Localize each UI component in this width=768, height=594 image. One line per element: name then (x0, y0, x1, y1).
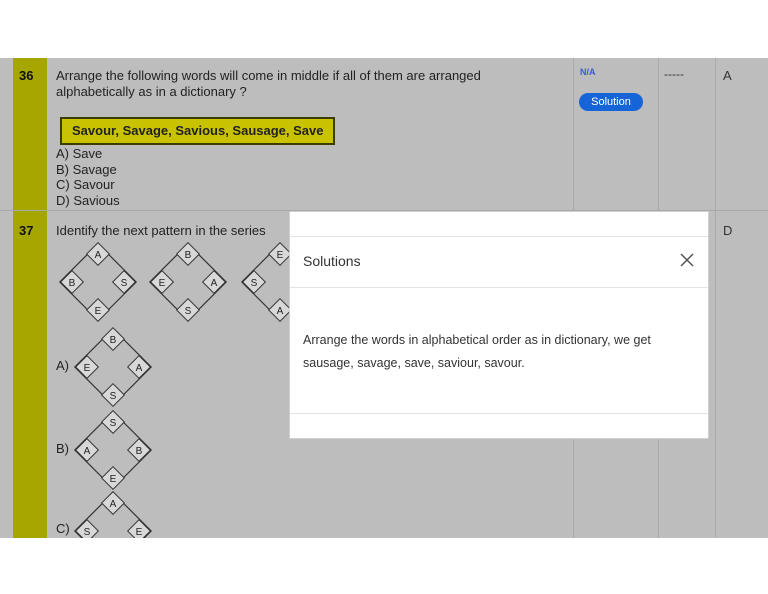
modal-footer-divider (290, 413, 708, 414)
question-text: Arrange the following words will come in middle if all of them are arranged alphabetically as in a dictionary ? (56, 68, 481, 99)
option-a-label: A) (56, 358, 69, 373)
column-divider (715, 211, 716, 538)
option-a: A) Save (56, 146, 103, 161)
question-number-cell (13, 211, 47, 538)
solution-button[interactable]: Solution (579, 93, 643, 111)
options-list (56, 146, 120, 208)
option-c: C) Savour (56, 177, 115, 192)
letter-right: B (135, 446, 143, 457)
option-b-label: B) (56, 441, 69, 456)
modal-body-text: Arrange the words in alphabetical order as in dictionary, we get sausage, savage, save, saviour, savour. (303, 333, 651, 370)
close-icon[interactable] (679, 252, 695, 268)
option-b: B) Savage (56, 161, 117, 177)
question-number: 36 (19, 68, 34, 83)
modal-header (290, 236, 708, 288)
letter-left: S (83, 527, 91, 538)
letter-bottom: E (94, 306, 102, 317)
letter-left: E (83, 363, 91, 374)
series-figure-2 (148, 242, 230, 322)
solutions-modal (289, 211, 709, 439)
letter-top: E (276, 250, 284, 261)
letter-bottom: A (276, 306, 284, 317)
letter-top: A (94, 250, 102, 261)
letter-left: A (83, 446, 91, 457)
letter-top: A (109, 499, 117, 510)
option-d: D) Savious (56, 192, 120, 208)
column-divider (715, 58, 716, 210)
option-b-figure (73, 410, 155, 490)
column-divider (573, 58, 574, 210)
question-number: 37 (19, 223, 34, 238)
letter-right: E (135, 527, 143, 538)
letter-top: S (109, 418, 117, 429)
correct-answer: D (723, 223, 733, 238)
letter-right: A (210, 278, 218, 289)
letter-right: S (120, 278, 128, 289)
series-figure-3 (240, 242, 290, 322)
highlighted-words: Savour, Savage, Savious, Sausage, Save (60, 117, 335, 145)
correct-answer: A (723, 68, 732, 83)
option-a-figure (73, 327, 155, 407)
letter-top: B (184, 250, 192, 261)
letter-bottom: S (184, 306, 192, 317)
series-figure-1 (58, 242, 140, 322)
letter-right: A (135, 363, 143, 374)
question-text: Identify the next pattern in the series (56, 223, 266, 238)
letter-left: B (68, 278, 76, 289)
letter-left: E (158, 278, 166, 289)
letter-bottom: E (109, 474, 117, 485)
option-c-figure (73, 491, 155, 538)
modal-title: Solutions (303, 253, 361, 269)
letter-left: S (250, 278, 258, 289)
option-c-label: C) (56, 521, 70, 536)
question-row-36 (0, 58, 768, 210)
time-taken: ----- (664, 67, 684, 81)
letter-bottom: S (109, 391, 117, 402)
status-text: N/A (580, 67, 596, 77)
column-divider (658, 58, 659, 210)
letter-top: B (109, 335, 117, 346)
